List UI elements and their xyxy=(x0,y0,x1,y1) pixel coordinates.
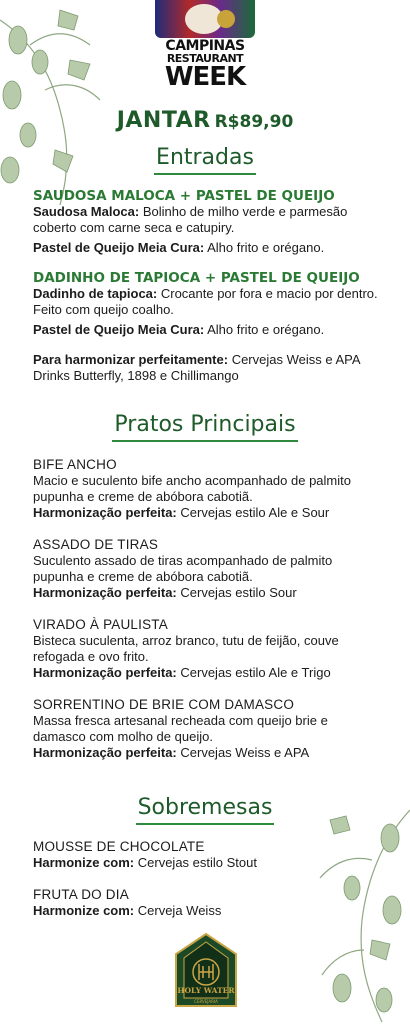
pairing-note: Harmonize com: Cerveja Weiss xyxy=(33,903,222,918)
dish-name: SAUDOSA MALOCA + PASTEL DE QUEIJO xyxy=(33,188,335,204)
entradas-list xyxy=(33,188,383,384)
menu-title: JANTAR xyxy=(116,108,211,133)
dish-description: Dadinho de tapioca: Crocante por fora e macio por dentro. Feito com queijo coalho. xyxy=(33,286,378,317)
hops-decoration-top-left xyxy=(0,0,110,210)
pairing-note: Para harmonizar perfeitamente: Cervejas Weiss e APA Drinks Butterfly, 1898 e Chillimango xyxy=(33,352,360,383)
dish-description: Pastel de Queijo Meia Cura: Alho frito e orégano. xyxy=(33,322,325,337)
pairing-note: Harmonização perfeita: Cervejas estilo Ale e Sour xyxy=(33,505,330,520)
logo-line-restaurant: RESTAURANT xyxy=(166,52,244,65)
dish-name: ASSADO DE TIRAS xyxy=(33,537,159,552)
dish-name: DADINHO DE TAPIOCA + PASTEL DE QUEIJO xyxy=(33,270,360,286)
dish-name: MOUSSE DE CHOCOLATE xyxy=(33,839,205,854)
dish-name: SORRENTINO DE BRIE COM DAMASCO xyxy=(33,697,295,712)
pairing-note: Harmonize com: Cervejas estilo Stout xyxy=(33,855,257,870)
section-title-sobremesas: Sobremesas xyxy=(0,795,410,825)
dish-name: VIRADO À PAULISTA xyxy=(33,617,168,632)
logo-illustration xyxy=(155,0,255,38)
svg-text:HOLY WATER: HOLY WATER xyxy=(177,986,235,995)
dish-description: Bisteca suculenta, arroz branco, tutu de feijão, couve refogada e ovo frito. xyxy=(33,633,339,664)
pairing-note: Harmonização perfeita: Cervejas estilo Sour xyxy=(33,585,297,600)
dish-description: Massa fresca artesanal recheada com queijo brie e damasco com molho de queijo. xyxy=(33,713,328,744)
menu-heading xyxy=(0,108,410,133)
pratos-list xyxy=(33,457,383,761)
dish-description: Pastel de Queijo Meia Cura: Alho frito e orégano. xyxy=(33,240,325,255)
holy-water-logo xyxy=(170,932,242,1016)
menu-price: R$89,90 xyxy=(214,112,294,132)
section-title-pratos-principais: Pratos Principais xyxy=(0,412,410,442)
dish-name: BIFE ANCHO xyxy=(33,457,117,472)
pairing-note: Harmonização perfeita: Cervejas Weiss e APA xyxy=(33,745,310,760)
section-title-entradas: Entradas xyxy=(0,145,410,175)
pairing-note: Harmonização perfeita: Cervejas estilo Ale e Trigo xyxy=(33,665,331,680)
dish-description: Saudosa Maloca: Bolinho de milho verde e parmesão coberto com carne seca e catupiry. xyxy=(33,204,348,235)
logo-line-campinas: CAMPINAS xyxy=(165,38,245,54)
campinas-restaurant-week-logo xyxy=(152,0,258,92)
svg-text:CERVEJARIA: CERVEJARIA xyxy=(194,999,218,1004)
sobremesas-list xyxy=(33,839,383,919)
dish-name: FRUTA DO DIA xyxy=(33,887,129,902)
dish-description: Macio e suculento bife ancho acompanhado de palmito pupunha e creme de abóbora cabotiã. xyxy=(33,473,351,504)
dish-description: Suculento assado de tiras acompanhado de palmito pupunha e creme de abóbora cabotiã. xyxy=(33,553,333,584)
logo-line-week: WEEK xyxy=(164,62,246,92)
